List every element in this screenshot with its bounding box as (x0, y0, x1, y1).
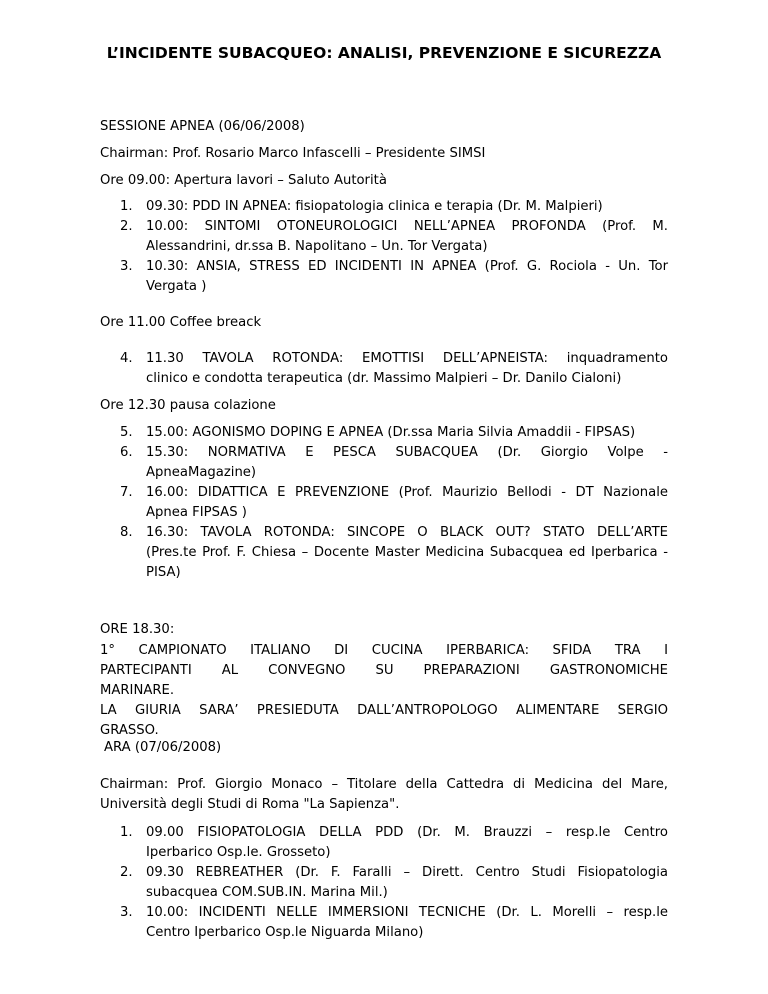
item-text: 09.30: PDD IN APNEA: fisiopatologia clinica e terapia (Dr. M. Malpieri) (146, 199, 603, 214)
list-item (120, 257, 668, 297)
item-text-cont: Apnea FIPSAS ) (146, 505, 247, 520)
list-item (120, 823, 668, 863)
coffee-break-line: Ore 11.00 Coffee breack (100, 315, 262, 330)
list-item (120, 863, 668, 903)
opening-line: Ore 09.00: Apertura lavori – Saluto Autorità (100, 173, 387, 188)
item-number: 2. (120, 219, 133, 234)
item-text: 10.00: SINTOMI OTONEUROLOGICI NELL’APNEA PROFONDA (Prof. M. (146, 219, 668, 234)
item-text-cont: Alessandrini, dr.ssa B. Napolitano – Un. Tor Vergata) (146, 239, 488, 254)
session-apnea-heading: SESSIONE APNEA (06/06/2008) (100, 119, 305, 134)
evening-text: GRASSO. (100, 723, 159, 738)
item-number: 1. (120, 199, 133, 214)
item-number: 5. (120, 425, 133, 440)
chairman-label: Chairman: (100, 777, 169, 792)
document-title: L’INCIDENTE SUBACQUEO: ANALISI, PREVENZIONE E SICUREZZA (106, 44, 662, 62)
item-text: 11.30 TAVOLA ROTONDA: EMOTTISI DELL’APNEISTA: inquadramento (146, 351, 668, 366)
agenda-list-c (120, 423, 668, 583)
item-text: 15.30: NORMATIVA E PESCA SUBACQUEA (Dr. Giorgio Volpe - (146, 445, 668, 460)
item-number: 1. (120, 825, 133, 840)
item-number: 8. (120, 525, 133, 540)
list-item (120, 483, 668, 523)
lunch-break-line: Ore 12.30 pausa colazione (100, 398, 276, 413)
list-item (120, 197, 668, 217)
chairman-line-cont: Università degli Studi di Roma "La Sapienza". (100, 797, 400, 812)
chairman-label: Chairman: (100, 146, 169, 161)
evening-time: ORE 18.30: (100, 622, 175, 637)
item-text: 16.30: TAVOLA ROTONDA: SINCOPE O BLACK OUT? STATO DELL’ARTE (146, 525, 668, 540)
item-number: 3. (120, 905, 133, 920)
evening-text: LA GIURIA SARA’ PRESIEDUTA DALL’ANTROPOLOGO ALIMENTARE SERGIO (100, 703, 668, 718)
item-number: 3. (120, 259, 133, 274)
agenda-list-b (120, 349, 668, 389)
item-text-cont: clinico e condotta terapeutica (dr. Massimo Malpieri – Dr. Danilo Cialoni) (146, 371, 622, 386)
chairman-name: Prof. Giorgio Monaco – Titolare della Cattedra di Medicina del Mare, (168, 777, 668, 792)
item-number: 2. (120, 865, 133, 880)
list-item (120, 443, 668, 483)
list-item (120, 217, 668, 257)
item-text-cont: Iperbarico Osp.le. Grosseto) (146, 845, 331, 860)
session-ara-chairman (100, 775, 668, 815)
list-item (120, 523, 668, 583)
item-text-cont: (Pres.te Prof. F. Chiesa – Docente Master Medicina Subacquea ed Iperbarica - (146, 545, 668, 560)
item-text-cont: Centro Iperbarico Osp.le Niguarda Milano) (146, 925, 424, 940)
evening-text: PARTECIPANTI AL CONVEGNO SU PREPARAZIONI GASTRONOMICHE (100, 663, 668, 678)
evening-event (100, 641, 668, 741)
list-item (120, 423, 668, 443)
list-item (120, 349, 668, 389)
item-text: 10.00: INCIDENTI NELLE IMMERSIONI TECNICHE (Dr. L. Morelli – resp.le (146, 905, 668, 920)
evening-text: 1° CAMPIONATO ITALIANO DI CUCINA IPERBARICA: SFIDA TRA I (100, 643, 668, 658)
item-text: 09.00 FISIOPATOLOGIA DELLA PDD (Dr. M. Brauzzi – resp.le Centro (146, 825, 668, 840)
chairman-name: Prof. Rosario Marco Infascelli – Presidente SIMSI (168, 146, 486, 161)
item-text: 16.00: DIDATTICA E PREVENZIONE (Prof. Maurizio Bellodi - DT Nazionale (146, 485, 668, 500)
agenda-list-ara (120, 823, 668, 943)
item-number: 7. (120, 485, 133, 500)
item-text: 10.30: ANSIA, STRESS ED INCIDENTI IN APNEA (Prof. G. Rociola - Un. Tor (146, 259, 668, 274)
session-apnea-chairman (100, 144, 485, 164)
evening-text: MARINARE. (100, 683, 175, 698)
item-number: 4. (120, 351, 133, 366)
item-text-cont: PISA) (146, 565, 181, 580)
chairman-line (100, 775, 668, 795)
item-text: 15.00: AGONISMO DOPING E APNEA (Dr.ssa Maria Silvia Amaddii - FIPSAS) (146, 425, 636, 440)
list-item (120, 903, 668, 943)
item-number: 6. (120, 445, 133, 460)
item-text-cont: subacquea COM.SUB.IN. Marina Mil.) (146, 885, 388, 900)
item-text: 09.30 REBREATHER (Dr. F. Faralli – Dirett. Centro Studi Fisiopatologia (146, 865, 668, 880)
agenda-list-a (120, 197, 668, 297)
item-text-cont: Vergata ) (146, 279, 207, 294)
item-text-cont: ApneaMagazine) (146, 465, 257, 480)
session-ara-heading: ARA (07/06/2008) (104, 740, 222, 755)
